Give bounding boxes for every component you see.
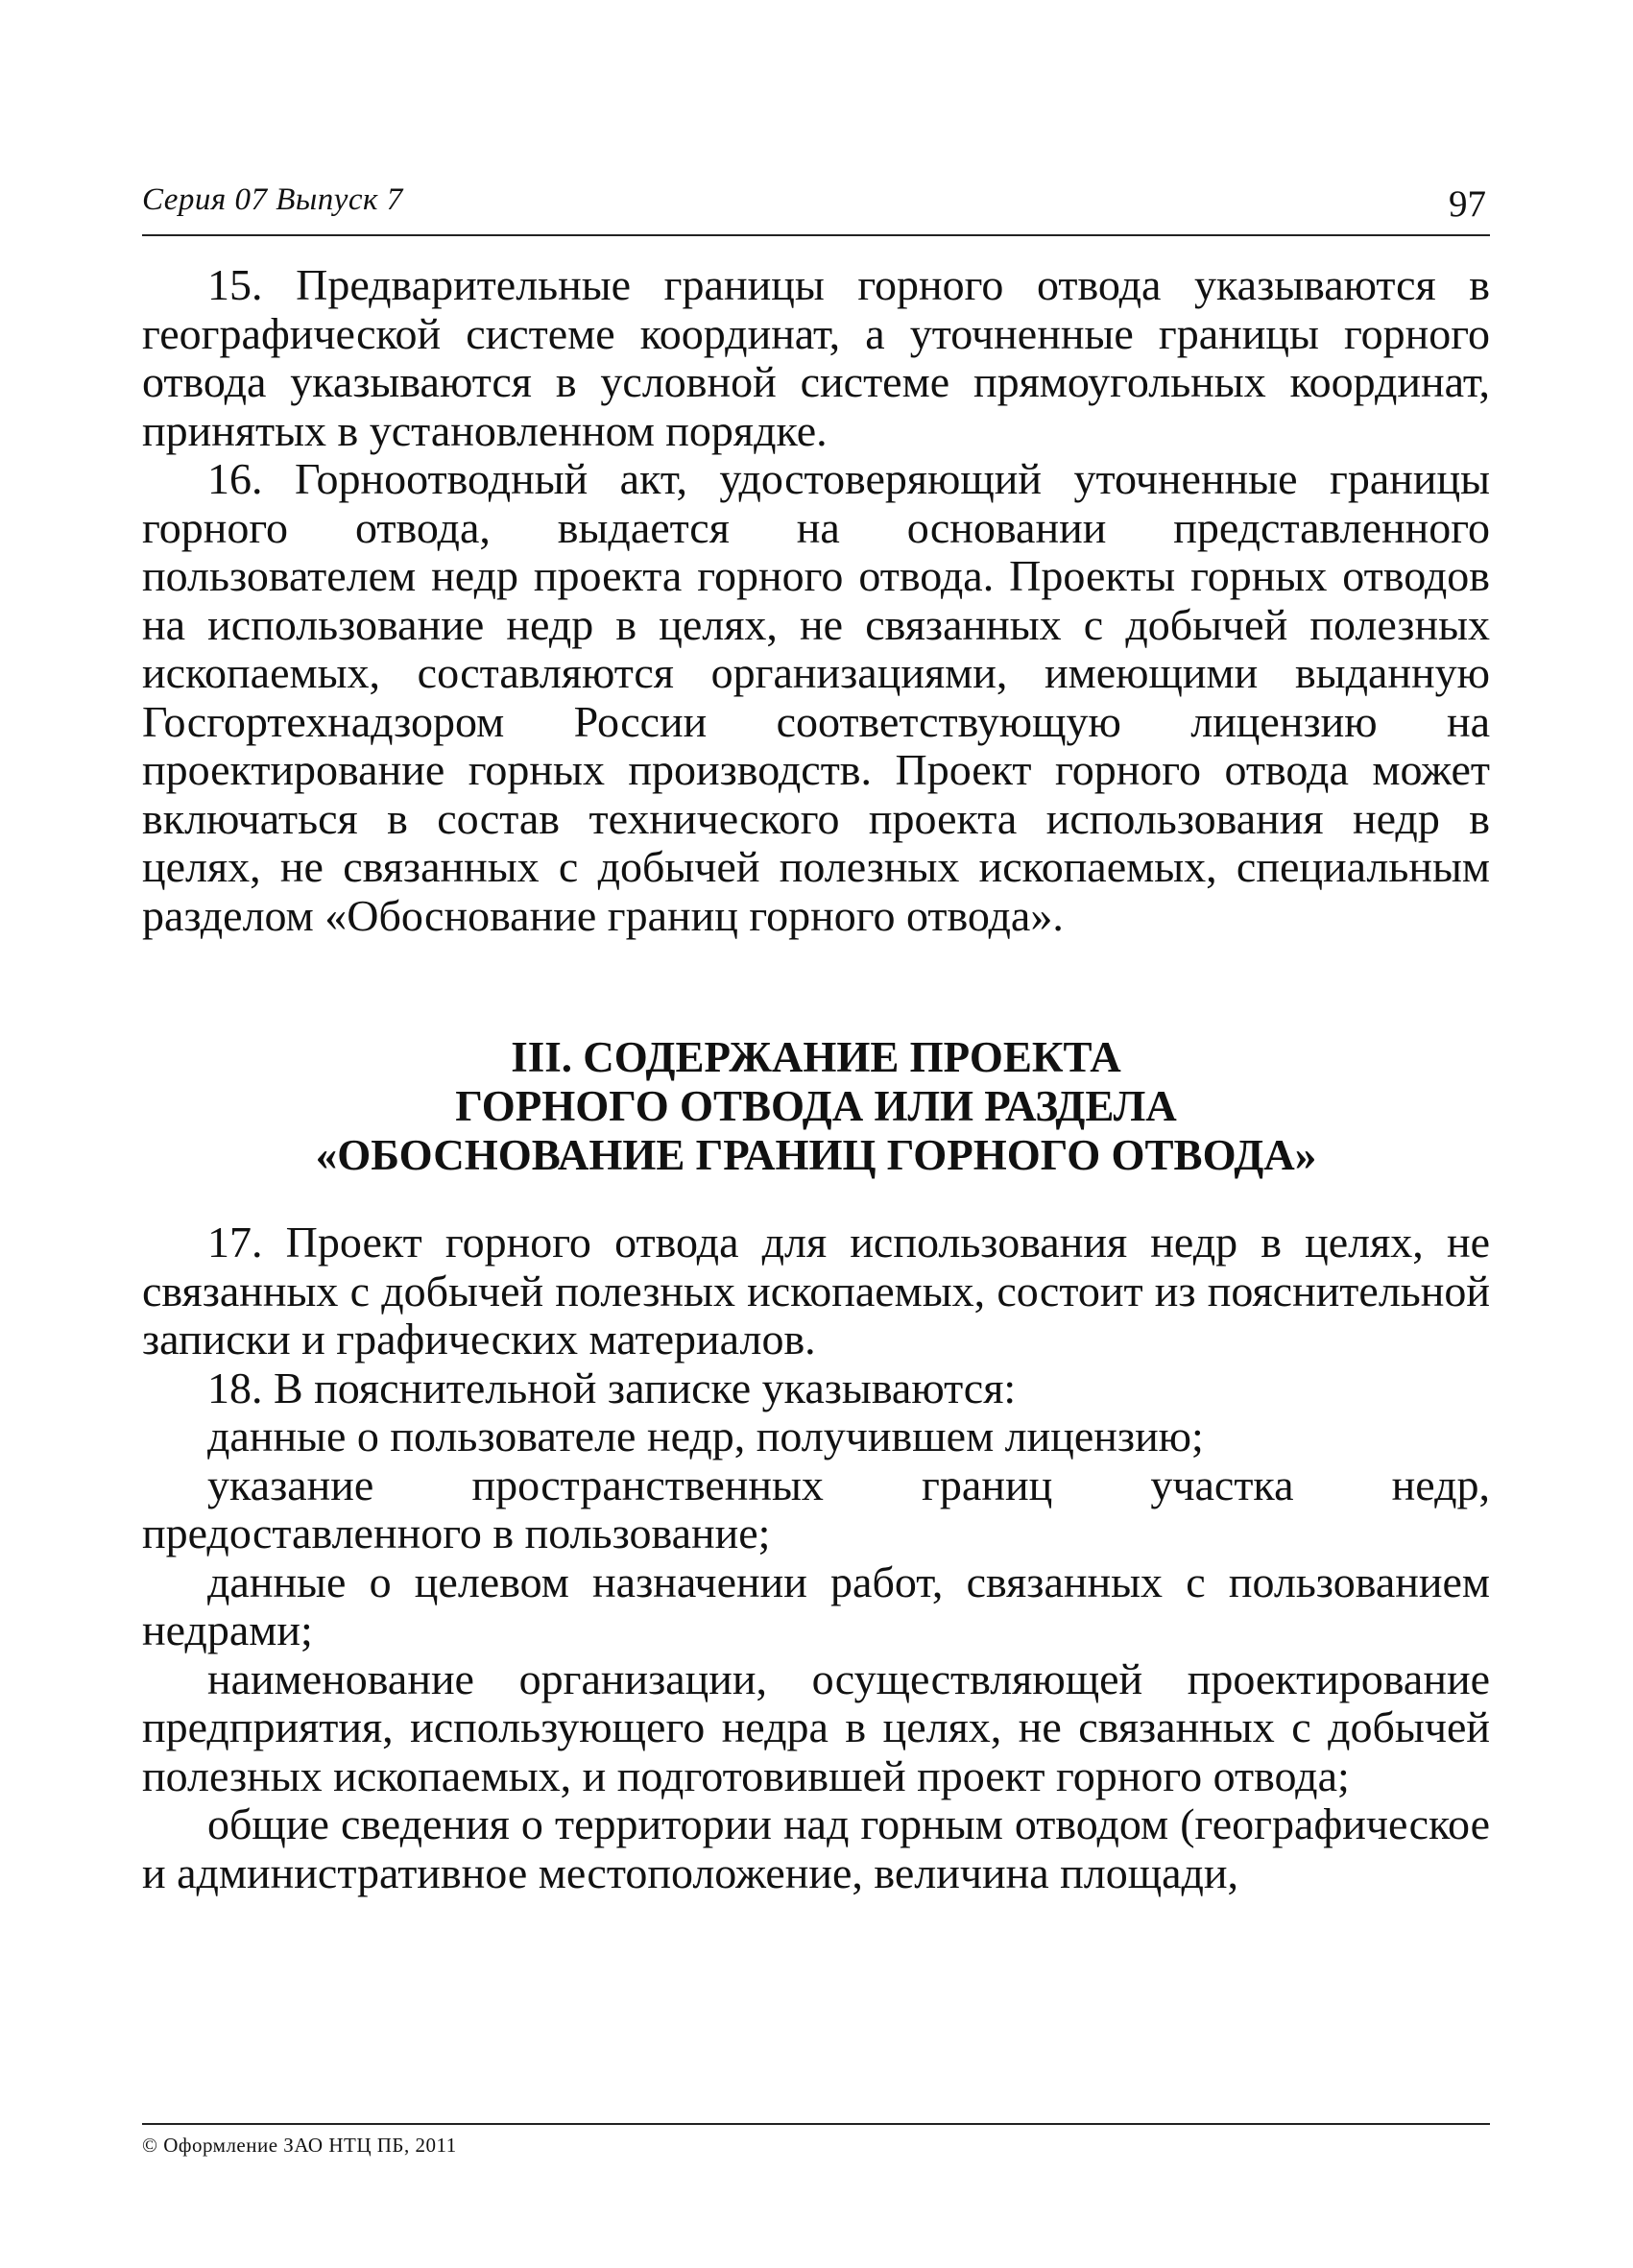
series-label: Серия 07 Выпуск 7 (142, 182, 403, 217)
list-item: данные о пользователе недр, получившем лицензию; (207, 1411, 1204, 1460)
list-item: данные о целевом назначении работ, связанных с пользованием недрами; (142, 1556, 1490, 1654)
section-heading (142, 1033, 1490, 1180)
running-header (142, 182, 1490, 240)
paragraph-18: 18. В пояснительной записке указываются: (207, 1363, 1017, 1412)
paragraph-17: 17. Проект горного отвода для использования недр в целях, не связанных с добычей полезных ископаемых, состоит из пояснительной записки и графических материалов. (142, 1218, 1490, 1363)
list-item: указание пространственных границ участка недр, предоставленного в пользование; (142, 1460, 1490, 1557)
body-text (142, 261, 1490, 1897)
paragraph-16: 16. Горноотводный акт, удостоверяющий уточненные границы горного отвода, выдается на основании представленного пользователем недр проекта горного отвода. Проекты горных отводов на использование недр в целях, не связанных с добычей полезных ископаемых, составляются организациями, имеющими выданную Госгортехнадзором России соответствующую лицензию на проектирование горных производств. Проект горного отвода может включаться в состав технического проекта использования недр в целях, не связанных с добычей полезных ископаемых, специальным разделом «Обоснование границ горного отвода». (142, 454, 1490, 940)
section-heading-line: III. СОДЕРЖАНИЕ ПРОЕКТА (511, 1033, 1121, 1081)
footer-copyright: © Оформление ЗАО НТЦ ПБ, 2011 (142, 2134, 457, 2157)
paragraph-15: 15. Предварительные границы горного отвода указываются в географической системе координат, а уточненные границы горного отвода указываются в условной системе прямоугольных координат, принятых в установленном порядке. (142, 260, 1490, 455)
section-heading-line: ГОРНОГО ОТВОДА ИЛИ РАЗДЕЛА (455, 1082, 1177, 1130)
list-item: наименование организации, осуществляющей проектирование предприятия, использующего недра в целях, не связанных с добычей полезных ископаемых, и подготовившей проект горного отвода; (142, 1653, 1490, 1800)
page-number: 97 (1449, 183, 1486, 225)
header-divider (142, 234, 1490, 236)
section-heading-line: «ОБОСНОВАНИЕ ГРАНИЦ ГОРНОГО ОТВОДА» (315, 1131, 1317, 1179)
list-item: общие сведения о территории над горным отводом (географическое и административное местоположение, величина площади, (142, 1799, 1490, 1897)
footer-divider (142, 2123, 1490, 2125)
